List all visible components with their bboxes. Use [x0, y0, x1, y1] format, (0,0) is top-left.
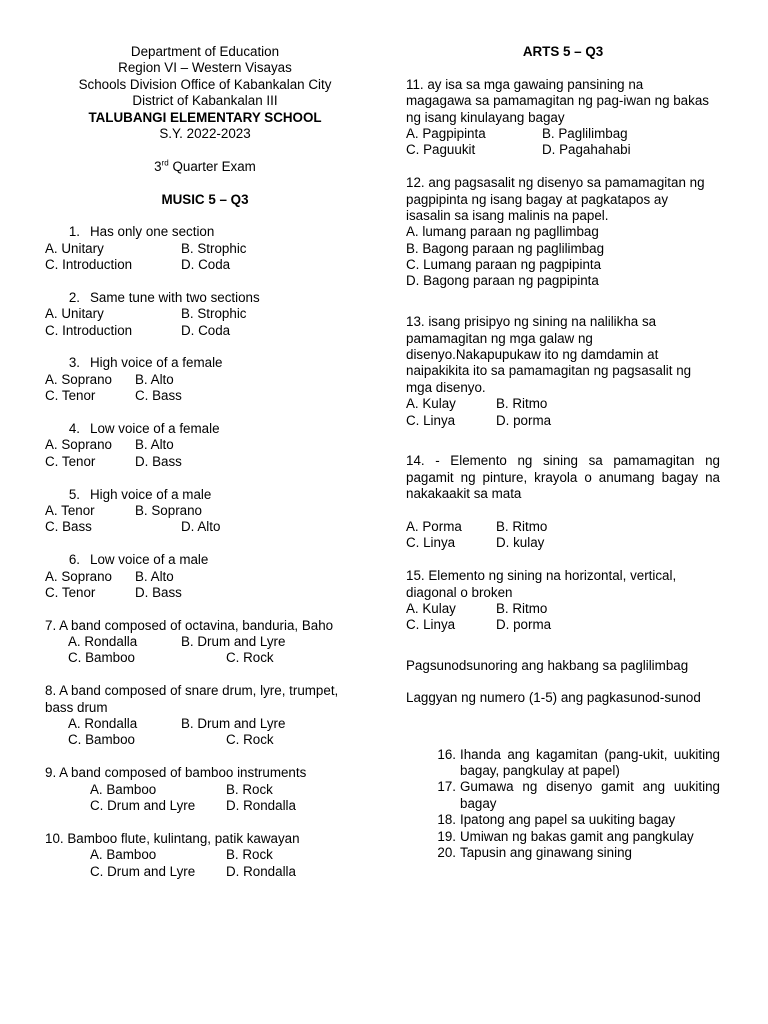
question-14-cont: pagamit ng pinture, krayola o anumang bagay na: [406, 469, 720, 485]
choices-row: [45, 569, 365, 585]
choice: B. Bagong paraan ng paglilimbag: [406, 240, 605, 256]
choice: D. Rondalla: [226, 863, 296, 879]
choices-row: [45, 732, 365, 748]
choice: B. Paglilimbag: [542, 125, 628, 141]
question-4: 4. Low voice of a female: [68, 420, 220, 436]
choice: B. Soprano: [135, 502, 202, 518]
question-3: 3. High voice of a female: [68, 355, 223, 371]
instruction-2: Laggyan ng numero (1-5) ang pagkasunod-sunod: [406, 690, 701, 706]
choice: C. Paguukit: [406, 142, 476, 158]
choices-row: [45, 323, 365, 339]
choice: A. lumang paraan ng pagllimbag: [406, 224, 599, 240]
question-10: 10. Bamboo flute, kulintang, patik kawayan: [45, 830, 300, 846]
choice: A. Porma: [406, 518, 462, 534]
header-department: Department of Education: [130, 44, 280, 59]
choice: C. Introduction: [45, 322, 133, 338]
question-13-cont: disenyo.Nakapupukaw ito ng damdamin at: [406, 347, 659, 363]
choice: A. Soprano: [45, 371, 112, 387]
choice: B. Strophic: [181, 240, 247, 256]
choice: B. Ritmo: [496, 600, 548, 616]
music-section-title: MUSIC 5 – Q3: [161, 191, 249, 207]
choice: C. Bass: [45, 519, 92, 535]
choice: C. Rock: [226, 650, 274, 666]
choice: A. Bamboo: [90, 781, 157, 797]
choices-row: [45, 634, 365, 650]
question-7: 7. A band composed of octavina, banduria, Baho: [45, 617, 334, 633]
question-14: 14. - Elemento ng sining sa pamamagitan ng: [406, 453, 720, 469]
choice: B. Ritmo: [496, 518, 548, 534]
choices-row: [406, 617, 720, 633]
choice: C. Drum and Lyre: [90, 797, 196, 813]
choice: C. Bass: [135, 388, 182, 404]
question-9: 9. A band composed of bamboo instruments: [45, 765, 307, 781]
list-item: 17. Gumawa ng disenyo gamit ang uukiting bagay: [437, 779, 720, 811]
choice: A. Tenor: [45, 502, 95, 518]
choice: D. Rondalla: [226, 797, 296, 813]
choice: B. Alto: [135, 568, 174, 584]
choice: A. Kulay: [406, 600, 456, 616]
header-district: District of Kabankalan III: [132, 93, 278, 109]
choice: D. porma: [496, 412, 552, 428]
choices-row: [45, 257, 365, 273]
header-division: Schools Division Office of Kabankalan City: [78, 76, 332, 92]
choices-row: [45, 306, 365, 322]
choice: A. Soprano: [45, 568, 112, 584]
choice: C. Bamboo: [68, 732, 135, 748]
choice: C. Introduction: [45, 257, 133, 273]
left-column: [45, 44, 365, 880]
question-11-cont: magagawa sa pamamagitan ng pag-iwan ng bakas: [406, 93, 709, 109]
choices-row: [45, 650, 365, 666]
arts-section-title: ARTS 5 – Q3: [522, 44, 604, 59]
school-name: TALUBANGI ELEMENTARY SCHOOL: [88, 109, 322, 125]
question-12: 12. ang pagsasalit ng disenyo sa pamamagitan ng: [406, 175, 705, 191]
choice: A. Rondalla: [68, 716, 138, 732]
choice: C. Rock: [226, 732, 274, 748]
choice: D. kulay: [496, 535, 545, 551]
choice: A. Soprano: [45, 437, 112, 453]
choices-row: [406, 396, 720, 412]
question-13-cont: naipakikita ito sa pamamagitan ng pagsasalit ng: [406, 363, 692, 379]
question-15-cont: diagonal o broken: [406, 584, 513, 600]
question-14-cont: nakakaakit sa mata: [406, 486, 522, 502]
list-item: 18. Ipatong ang papel sa uukiting bagay: [437, 812, 676, 828]
right-column: [406, 44, 720, 861]
choice: D. Bass: [135, 584, 182, 600]
choices-row: [45, 241, 365, 257]
list-item: 20. Tapusin ang ginawang sining: [437, 844, 632, 860]
choices-row: [406, 601, 720, 617]
choices-row: [45, 388, 365, 404]
question-12-cont: pagpipinta ng isang bagay at pagkatapos ay: [406, 191, 669, 207]
question-13-cont: mga disenyo.: [406, 379, 486, 395]
choice: C. Drum and Lyre: [90, 863, 196, 879]
choice: C. Linya: [406, 535, 456, 551]
choice: C. Tenor: [45, 584, 96, 600]
header-region: Region VI – Western Visayas: [118, 60, 292, 76]
choices-row: [45, 372, 365, 388]
choice: C. Tenor: [45, 453, 96, 469]
choice: C. Linya: [406, 412, 456, 428]
choice: D. porma: [496, 617, 552, 633]
choices-row: [45, 437, 365, 453]
choices-row: [45, 864, 365, 880]
choices-row: [45, 519, 365, 535]
question-2: 2. Same tune with two sections: [68, 289, 260, 305]
choice: B. Rock: [226, 847, 273, 863]
choice: B. Strophic: [181, 306, 247, 322]
choice: B. Rock: [226, 781, 273, 797]
question-12-cont: isasalin sa isang malinis na papel.: [406, 207, 609, 223]
question-11-cont: ng isang kinulayang bagay: [406, 109, 565, 125]
list-item: 16. Ihanda ang kagamitan (pang-ukit, uukiting bagay, pangkulay at papel): [437, 746, 720, 779]
choices-row: [45, 782, 365, 798]
choice: A. Unitary: [45, 240, 104, 256]
choice: B. Drum and Lyre: [181, 634, 286, 650]
instruction-1: Pagsunodsunoring ang hakbang sa paglilimbag: [406, 658, 689, 674]
choice: B. Alto: [135, 437, 174, 453]
choice: D. Coda: [181, 257, 231, 273]
choice: A. Kulay: [406, 396, 456, 412]
choice: B. Ritmo: [496, 396, 548, 412]
choice: A. Bamboo: [90, 847, 157, 863]
choice: C. Tenor: [45, 388, 96, 404]
choice: C. Linya: [406, 617, 456, 633]
question-13: 13. isang prisipyo ng sining na nalilikha sa: [406, 314, 657, 330]
choice: C. Bamboo: [68, 650, 135, 666]
choice: A. Rondalla: [68, 634, 138, 650]
question-11: 11. ay isa sa mga gawaing pansining na: [406, 76, 644, 92]
question-6: 6. Low voice of a male: [68, 552, 209, 568]
choices-row: [45, 847, 365, 863]
choice: A. Unitary: [45, 306, 104, 322]
choice: C. Lumang paraan ng pagpipinta: [406, 257, 602, 273]
choice: D. Pagahahabi: [542, 142, 631, 158]
choices-row: [406, 413, 720, 429]
choice: D. Bass: [135, 453, 182, 469]
choices-row: [45, 716, 365, 732]
question-8: 8. A band composed of snare drum, lyre, trumpet,: [45, 683, 339, 699]
exam-title: 3rd Quarter Exam: [154, 158, 256, 174]
choices-row: [406, 519, 720, 535]
choice: A. Pagpipinta: [406, 125, 486, 141]
choice: B. Alto: [135, 371, 174, 387]
choices-row: [406, 142, 720, 158]
school-year: S.Y. 2022-2023: [159, 125, 251, 141]
choice: D. Alto: [181, 519, 221, 535]
choices-row: [406, 535, 720, 551]
choices-row: [45, 798, 365, 814]
choices-row: [45, 454, 365, 470]
question-8-cont: bass drum: [45, 699, 108, 715]
list-item: 19. Umiwan ng bakas gamit ang pangkulay: [437, 828, 694, 844]
choices-row: [406, 126, 720, 142]
choices-row: [45, 585, 365, 601]
choice: D. Bagong paraan ng pagpipinta: [406, 273, 599, 289]
question-1: 1. Has only one section: [68, 224, 215, 240]
choice: D. Coda: [181, 322, 231, 338]
question-13-cont: pamamagitan ng mga galaw ng: [406, 330, 593, 346]
question-15: 15. Elemento ng sining na horizontal, vertical,: [406, 568, 677, 584]
question-5: 5. High voice of a male: [68, 486, 212, 502]
choice: B. Drum and Lyre: [181, 716, 286, 732]
choices-row: [45, 503, 365, 519]
